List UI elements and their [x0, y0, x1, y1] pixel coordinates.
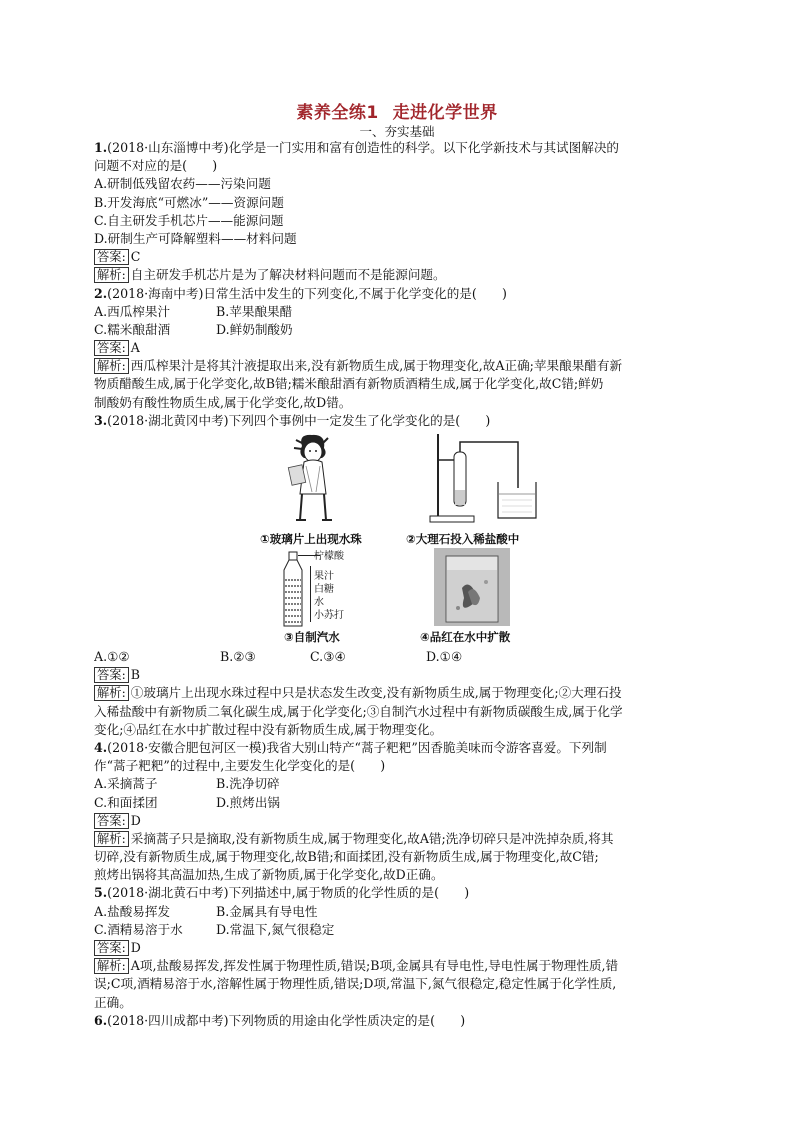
answer-value: B: [130, 667, 141, 683]
q5-option-b: B.金属具有导电性: [216, 903, 318, 919]
page-title: [0, 98, 794, 123]
analysis-tag: 解析:: [94, 958, 129, 974]
fig3-caption: ③自制汽水: [284, 630, 340, 644]
q3-number: 3.: [94, 412, 108, 428]
q1-analysis: 解析: 自主研发手机芯片是为了解决材料问题而不是能源问题。: [94, 266, 706, 284]
q3-option-b: B.②③: [220, 649, 256, 664]
q4-answer: [94, 812, 706, 830]
q4-analysis-line3: 煎烤出锅将其高温加热,生成了新物质,属于化学变化,故D正确。: [94, 867, 444, 883]
title-part1: 素养全练1: [296, 103, 379, 123]
q3-option-a: A.①②: [94, 649, 130, 664]
bottle-label-3: 水: [314, 597, 324, 608]
beaker-photo: [434, 548, 510, 626]
answer-value: A: [130, 340, 140, 356]
q5-options-row1: [94, 903, 706, 921]
analysis-tag: 解析:: [94, 267, 129, 283]
bottle-label-1: 果汁: [314, 571, 334, 582]
q3-options: [94, 648, 706, 666]
q5-answer: [94, 939, 706, 957]
q5-option-c: C.酒精易溶于水: [94, 921, 183, 937]
q4-option-c: C.和面揉团: [94, 794, 158, 810]
q1-option-b: B.开发海底“可燃冰”——资源问题: [94, 194, 284, 210]
girl-glass-illustration: [284, 432, 344, 524]
title-part2: 走进化学世界: [392, 103, 498, 123]
q1-stem-line2: 问题不对应的是( ): [94, 158, 218, 174]
answer-tag: 答案:: [94, 940, 129, 956]
q2-number: 2.: [94, 285, 108, 301]
section-heading: 一、夯实基础: [359, 124, 435, 139]
q4-options-row1: [94, 775, 706, 793]
q3-figure: [94, 430, 706, 644]
q4-options-row2: [94, 794, 706, 812]
answer-value: D: [130, 940, 141, 955]
bottle-illustration: [280, 550, 306, 630]
q6-number: 6.: [94, 1012, 108, 1028]
q1-number: 1.: [94, 140, 108, 155]
q5-option-d: D.常温下,氮气很稳定: [216, 921, 335, 937]
q1-answer: [94, 248, 706, 266]
q5-analysis-line2: 误;C项,酒精易溶于水,溶解性属于物理性质,错误;D项,常温下,氮气很稳定,稳定性属于化学性质,: [94, 976, 617, 992]
label-leader-line: [298, 555, 320, 556]
q4-stem-line1: 4.(2018·安徽合肥包河区一模)我省大别山特产“蒿子粑粑”因香脆美味而令游客喜爱。下列制: [94, 739, 607, 755]
analysis-tag: 解析:: [94, 831, 129, 847]
q2-option-b: B.苹果酿果醋: [216, 303, 293, 319]
q2-stem: 2.(2018·海南中考)日常生活中发生的下列变化,不属于化学变化的是( ): [94, 285, 507, 301]
q5-options-row2: [94, 921, 706, 939]
q2-analysis-line1: 解析: 西瓜榨果汁是将其汁液提取出来,没有新物质生成,属于物理变化,故A正确;苹果酿果醋有新: [94, 357, 706, 375]
q3-option-d: D.①④: [426, 649, 463, 664]
answer-tag: 答案:: [94, 667, 129, 683]
bottle-label-4: 小苏打: [314, 610, 344, 621]
q4-stem-line2: 作“蒿子粑粑”的过程中,主要发生化学变化的是( ): [94, 758, 386, 774]
question-list: [94, 139, 706, 1030]
q5-option-a: A.盐酸易挥发: [94, 903, 171, 919]
q2-option-d: D.鲜奶制酸奶: [216, 321, 293, 337]
q2-options-row2: [94, 321, 706, 339]
q2-option-a: A.西瓜榨果汁: [94, 303, 171, 319]
fig1-caption: ①玻璃片上出现水珠: [260, 532, 362, 546]
answer-tag: 答案:: [94, 249, 129, 265]
fig2-caption: ②大理石投入稀盐酸中: [406, 532, 520, 546]
q4-option-d: D.煎烤出锅: [216, 794, 281, 810]
q5-stem: 5.(2018·湖北黄石中考)下列描述中,属于物质的化学性质的是( ): [94, 885, 470, 901]
q2-analysis-line2: 物质醋酸生成,属于化学变化,故B错;糯米酿甜酒有新物质酒精生成,属于化学变化,故C错;鲜奶: [94, 376, 604, 392]
q1-option-a: A.研制低残留农药——污染问题: [94, 176, 271, 192]
q2-analysis-line3: 制酸奶有酸性物质生成,属于化学变化,故D错。: [94, 394, 352, 410]
answer-tag: 答案:: [94, 813, 129, 829]
q4-analysis-line2: 切碎,没有新物质生成,属于物理变化,故B错;和面揉团,没有新物质生成,属于物理变化,故C错;: [94, 849, 599, 865]
bottle-label-2: 白糖: [314, 584, 334, 595]
q5-analysis-line1: 解析: A项,盐酸易挥发,挥发性属于物理性质,错误;B项,金属具有导电性,导电性属于物理性质,错: [94, 957, 706, 975]
q1-option-c: C.自主研发手机芯片——能源问题: [94, 212, 284, 228]
q1-option-d: D.研制生产可降解塑料——材料问题: [94, 230, 297, 246]
q4-option-b: B.洗净切碎: [216, 776, 280, 792]
q3-analysis-line3: 变化;④品红在水中扩散过程中没有新物质生成,属于物理变化。: [94, 721, 443, 737]
q3-analysis-line2: 入稀盐酸中有新物质二氧化碳生成,属于化学变化;③自制汽水过程中有新物质碳酸生成,属于化学: [94, 703, 623, 719]
label-bracket-line: [310, 566, 312, 622]
q3-option-c: C.③④: [310, 649, 346, 664]
q2-option-c: C.糯米酿甜酒: [94, 321, 171, 337]
answer-tag: 答案:: [94, 340, 129, 356]
q3-stem: 3.(2018·湖北黄冈中考)下列四个事例中一定发生了化学变化的是( ): [94, 412, 491, 428]
q4-analysis-line1: 解析: 采摘蒿子只是摘取,没有新物质生成,属于物理变化,故A错;洗净切碎只是冲洗掉杂质,将其: [94, 830, 706, 848]
answer-value: D: [130, 812, 141, 828]
fig4-caption: ④品红在水中扩散: [420, 630, 511, 644]
answer-value: C: [130, 249, 141, 265]
q6-stem: 6.(2018·四川成都中考)下列物质的用途由化学性质决定的是( ): [94, 1012, 466, 1028]
q4-option-a: A.采摘蒿子: [94, 776, 158, 792]
analysis-tag: 解析:: [94, 685, 129, 701]
analysis-tag: 解析:: [94, 358, 129, 374]
q2-options-row1: [94, 303, 706, 321]
q5-number: 5.: [94, 885, 108, 901]
q2-answer: [94, 339, 706, 357]
bottle-label-top: 柠檬酸: [314, 551, 344, 562]
q3-answer: [94, 666, 706, 684]
q5-analysis-line3: 正确。: [94, 994, 132, 1010]
q4-number: 4.: [94, 739, 108, 755]
q3-analysis-line1: 解析: ①玻璃片上出现水珠过程中只是状态发生改变,没有新物质生成,属于物理变化;②大理石投: [94, 684, 706, 702]
lab-apparatus-illustration: [416, 430, 546, 524]
q1-stem-line1: 1.(2018·山东淄博中考)化学是一门实用和富有创造性的科学。以下化学新技术与其试图解决的: [94, 140, 620, 155]
